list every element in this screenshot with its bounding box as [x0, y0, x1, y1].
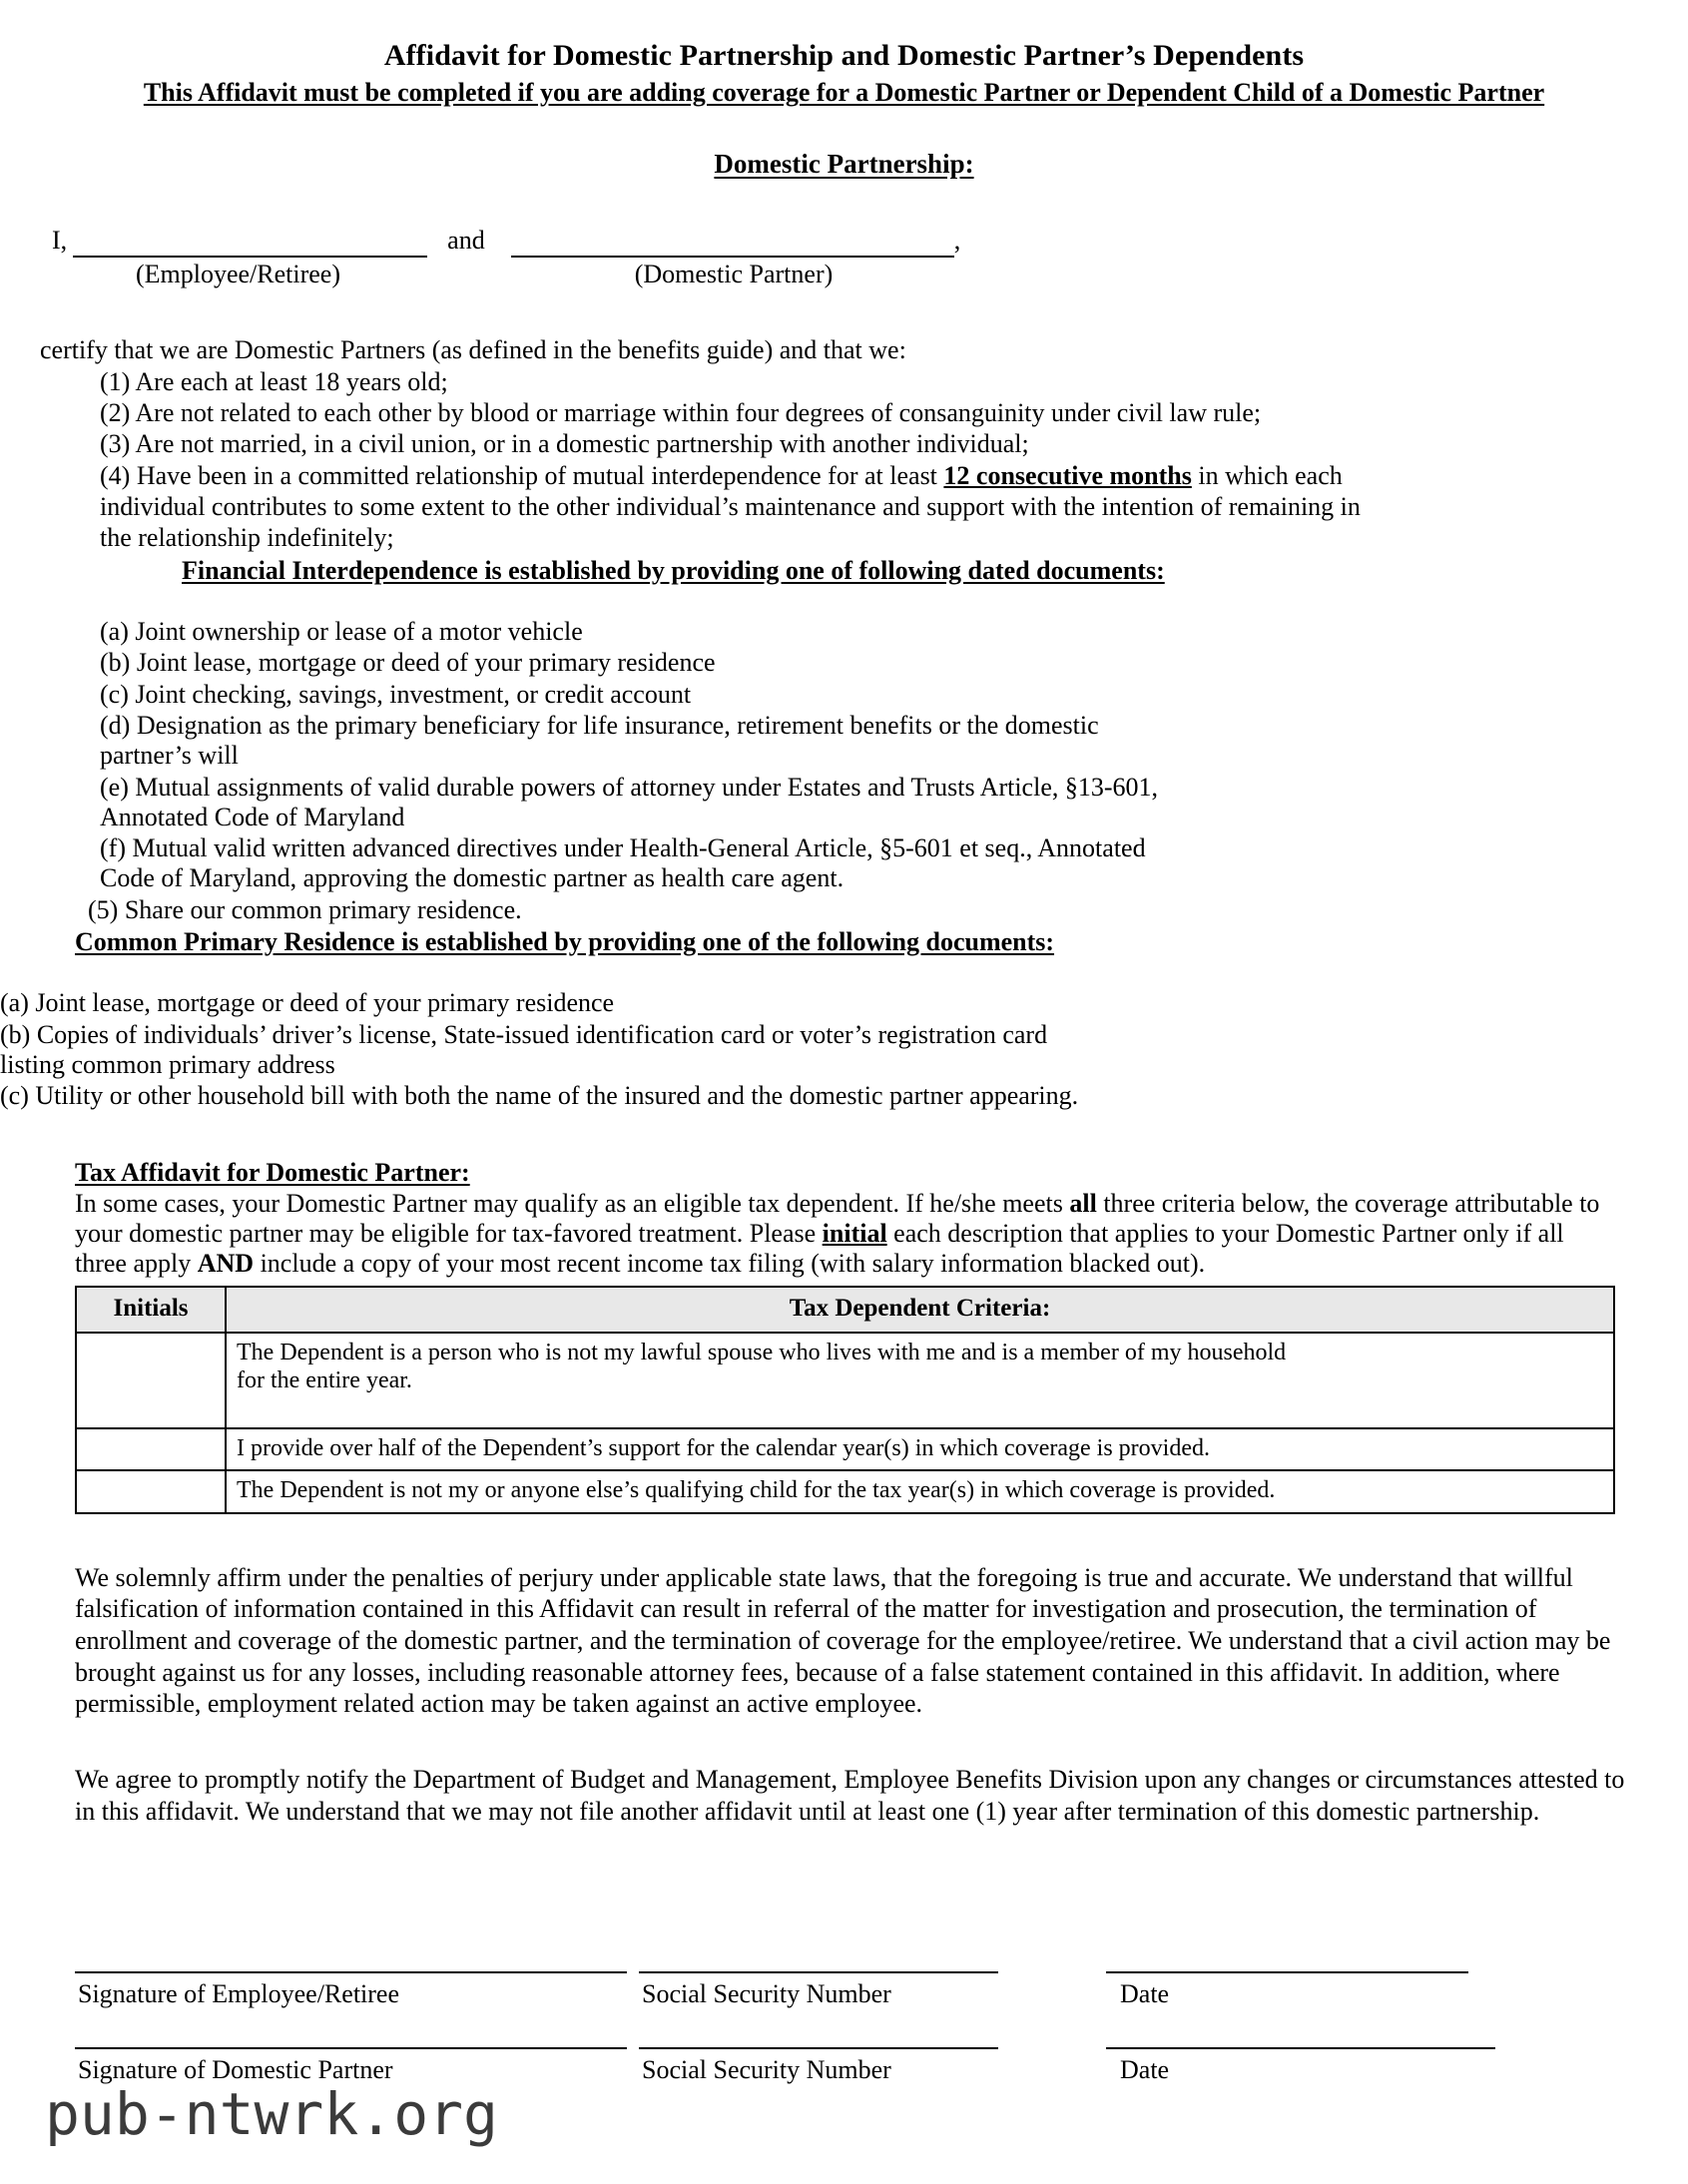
partner-name-input[interactable]: [511, 228, 954, 258]
tax-affidavit-section: [0, 1158, 1688, 1280]
table-row: [76, 1470, 1614, 1512]
signature-row-employee: [0, 1971, 1688, 2047]
employee-name-input[interactable]: [73, 228, 427, 258]
criteria-1-line1: The Dependent is a person who is not my lawful spouse who lives with me and is a member of my household: [237, 1339, 1287, 1365]
financial-item-f-line2: Code of Maryland, approving the domestic partner as health care agent.: [100, 863, 844, 893]
financial-item-d: (d) Designation as the primary beneficiary for life insurance, retirement benefits or the domestic: [100, 710, 1099, 740]
label-ssn-partner: Social Security Number: [642, 2055, 891, 2084]
criteria-cell-2: I provide over half of the Dependent’s support for the calendar year(s) in which coverage is provided.: [226, 1428, 1614, 1470]
label-date-partner: Date: [1120, 2055, 1170, 2084]
list-item-4-line3: the relationship indefinitely;: [100, 523, 394, 553]
tax-para-seg-1: In some cases, your Domestic Partner may qualify as an eligible tax dependent. If he/she meets: [75, 1188, 1070, 1218]
tax-para-emphasis-and: AND: [197, 1249, 255, 1279]
residence-item-a: (a) Joint lease, mortgage or deed of your primary residence: [0, 988, 615, 1018]
section-heading-domestic-partnership: Domestic Partnership:: [714, 148, 974, 179]
label-signature-partner: Signature of Domestic Partner: [78, 2055, 393, 2084]
initials-cell-1[interactable]: [76, 1333, 226, 1428]
label-ssn-employee: Social Security Number: [642, 1979, 891, 2008]
tax-affidavit-paragraph: [75, 1189, 1618, 1280]
tax-para-seg-2: three criteria below, the coverage attributable to your domestic partner may be eligible for tax-favored treatment. Please: [75, 1188, 1600, 1248]
tax-para-emphasis-all: all: [1069, 1188, 1097, 1218]
table-header-row: [76, 1287, 1614, 1333]
tax-affidavit-heading: Tax Affidavit for Domestic Partner:: [75, 1157, 470, 1187]
employee-ssn-line[interactable]: [639, 1971, 998, 1973]
column-header-initials: Initials: [76, 1287, 226, 1333]
financial-item-d-line2: partner’s will: [100, 741, 239, 771]
financial-documents-list: [100, 586, 1688, 894]
tax-dependent-criteria-table: [75, 1286, 1615, 1513]
list-item-3: (3) Are not married, in a civil union, or in a domestic partnership with another individual;: [100, 429, 1029, 459]
financial-item-c: (c) Joint checking, savings, investment, or credit account: [100, 679, 692, 709]
residence-item-b: (b) Copies of individuals’ driver’s license, State-issued identification card or voter’s registration card: [0, 1019, 1048, 1049]
certification-list: [0, 367, 1688, 894]
table-row: [76, 1333, 1614, 1428]
list-item-1: (1) Are each at least 18 years old;: [100, 366, 448, 396]
caption-employee-retiree: (Employee/Retiree): [135, 259, 341, 288]
employee-signature-line[interactable]: [75, 1971, 627, 1973]
label-date-employee: Date: [1120, 1979, 1170, 2008]
lead-in-i: I,: [52, 225, 68, 255]
initials-cell-3[interactable]: [76, 1470, 226, 1512]
common-residence-group: [0, 927, 1688, 1112]
partner-signature-line[interactable]: [75, 2047, 627, 2049]
conjunction-and: and: [447, 225, 485, 255]
financial-item-a: (a) Joint ownership or lease of a motor vehicle: [100, 617, 583, 647]
financial-item-b: (b) Joint lease, mortgage or deed of your primary residence: [100, 648, 716, 678]
table-body: [76, 1333, 1614, 1513]
caption-domestic-partner: (Domestic Partner): [634, 259, 834, 288]
certify-statement: certify that we are Domestic Partners (as defined in the benefits guide) and that we:: [40, 334, 906, 364]
partner-date-line[interactable]: [1106, 2047, 1495, 2049]
list-item-4-emphasis: 12 consecutive months: [943, 460, 1192, 490]
table-row: [76, 1428, 1614, 1470]
trailing-comma: ,: [953, 225, 961, 255]
criteria-cell-3: The Dependent is not my or anyone else’s qualifying child for the tax year(s) in which coverage is provided.: [226, 1470, 1614, 1512]
affirmation-paragraph-2: We agree to promptly notify the Department of Budget and Management, Employee Benefits Division upon any changes or circumstances attested to in this affidavit. We understand that we may not file another affidavit until at least one (1) year after termination of this domestic partnership.: [75, 1765, 1625, 1826]
names-caption-row: [0, 260, 1688, 289]
initials-cell-2[interactable]: [76, 1428, 226, 1470]
financial-item-f: (f) Mutual valid written advanced directives under Health-General Article, §5-601 et seq., Annotated: [100, 833, 1146, 863]
names-fill-in-row: [0, 226, 1688, 258]
list-item-5: (5) Share our common primary residence.: [88, 894, 522, 924]
residence-item-c: (c) Utility or other household bill with both the name of the insured and the domestic partner appearing.: [0, 1081, 1079, 1111]
tax-para-seg-4: include a copy of your most recent income tax filing (with salary information blacked out).: [254, 1249, 1206, 1279]
column-header-criteria: Tax Dependent Criteria:: [226, 1287, 1614, 1333]
criteria-1-line2: for the entire year.: [237, 1367, 412, 1394]
tax-para-emphasis-initial: initial: [822, 1218, 887, 1248]
financial-item-e-line2: Annotated Code of Maryland: [100, 802, 405, 831]
criteria-cell-1: [226, 1333, 1614, 1428]
title-block: [0, 0, 1688, 109]
residence-item-b-line2: listing common primary address: [0, 1050, 335, 1080]
residence-documents-list: [0, 957, 1688, 1111]
common-primary-residence-heading: Common Primary Residence is established by providing one of the following documents:: [75, 926, 1055, 956]
watermark-text: pub-ntwrk.org: [45, 2080, 498, 2148]
table-header: [76, 1287, 1614, 1333]
list-item-4-line2: individual contributes to some extent to the other individual’s maintenance and support with the intention of remaining in: [100, 491, 1361, 521]
financial-item-e: (e) Mutual assignments of valid durable powers of attorney under Estates and Trusts Article, §13-601,: [100, 772, 1159, 802]
affirmation-paragraph-1: We solemnly affirm under the penalties of perjury under applicable state laws, that the foregoing is true and accurate. We understand that willful falsification of information contained in this Affidavit can result in referral of the matter for investigation and prosecution, the termination of enrollment and coverage of the domestic partner, and the termination of coverage for the employee/retiree. We understand that a civil action may be brought against us for any losses, including reasonable attorney fees, because of a false statement contained in this affidavit. In addition, where permissible, employment related action may be taken against an active employee.: [75, 1562, 1611, 1719]
page-subtitle: This Affidavit must be completed if you are adding coverage for a Domestic Partner or Dependent Child of a Domestic Partner: [143, 78, 1545, 108]
tax-para-seg-3: each description that applies to your Domestic Partner only if all three apply: [75, 1218, 1564, 1279]
partner-ssn-line[interactable]: [639, 2047, 998, 2049]
page-title: Affidavit for Domestic Partnership and Domestic Partner’s Dependents: [383, 39, 1305, 72]
list-item-4: [100, 461, 1688, 491]
financial-interdependence-heading: Financial Interdependence is established by providing one of following dated documents:: [182, 555, 1165, 585]
list-item-2: (2) Are not related to each other by blood or marriage within four degrees of consanguinity under civil law rule;: [100, 398, 1262, 428]
list-item-4-text-b: in which each: [1191, 460, 1343, 490]
employee-date-line[interactable]: [1106, 1971, 1468, 1973]
list-item-4-text-a: (4) Have been in a committed relationship of mutual interdependence for at least: [100, 460, 944, 490]
label-signature-employee: Signature of Employee/Retiree: [78, 1979, 400, 2008]
